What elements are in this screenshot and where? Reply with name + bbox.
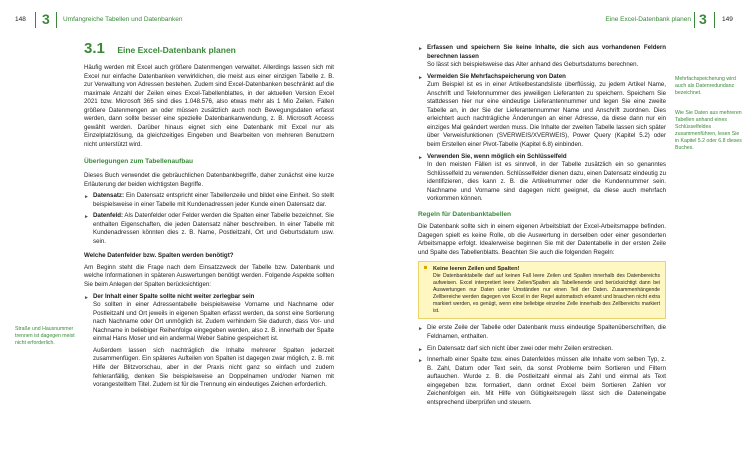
running-head-right: Eine Excel-Datenbank planen — [605, 16, 691, 23]
triangle-bullet-icon: ► — [418, 326, 423, 333]
list-item: ► Datensatz: Ein Datensatz entspricht einer Tabellenzeile und bildet eine Einheit. So stellt beispielsweise in einer Tabelle mit Kundenadressen jeder Kunde einen Datensatz dar. — [84, 192, 334, 208]
triangle-bullet-icon: ► — [418, 74, 423, 81]
header-divider — [56, 12, 57, 28]
running-head-left: Umfangreiche Tabellen und Datenbanken — [63, 16, 183, 23]
list-item: ► Ein Datensatz darf sich nicht über zwei oder mehr Zeilen erstrecken. — [418, 344, 614, 353]
list-item: ► Verwenden Sie, wenn möglich ein Schlüsselfeld In den meisten Fällen ist es sinnvoll, in der Tabelle zusätzlich ein so genanntes Schlüsselfeld zu verwenden. Schlüsselfelder dienen dazu, einen Datensatz eindeutig zu identifizieren, dies kann z. B. die Artikelnummer oder die Kundennummer sein. Nachname und Vorname sind dagegen nicht geeignet, da diese auch mehrfach vorkommen können. — [418, 152, 666, 203]
intro-paragraph: Häufig werden mit Excel auch größere Datenmengen verwaltet. Allerdings lassen sich mit Excel nur einfache Datenbanken verwirklichen, die meist aus einer einzigen Tabelle z. B. zur Verwaltung von Adressen bestehen. Zudem sind Excel-Datenbanken beschränkt auf die maximale Anzahl der Zeilen eines Excel-Tabellenblattes, in der aktuellen Version Excel 2021 bzw. Microsoft 365 sind dies 1.048.576, also etwas mehr als 1 Mio Zeilen. Fallen größere Datenmengen an oder müssen zusätzlich auch noch Bewegungsdaten erfasst werden, dann sollte besser eine spezielle Datenbankanwendung, z. B. Microsoft Access gewählt werden. Darüber hinaus eignet sich eine Datenbank mit Excel nur als Einzelplatzlösung, da gleichzeitiges Eingeben und Bearbeiten von mehreren Benutzern nicht unterstützt wird. — [84, 64, 334, 148]
triangle-bullet-icon: ► — [418, 46, 423, 52]
note-icon — [424, 266, 427, 269]
header-divider — [694, 12, 695, 28]
margin-note-right-redundancy: Mehrfachspeicherung wird auch als Datenredundanz bezeichnet. — [675, 76, 736, 96]
fields-paragraph: Am Beginn steht die Frage nach dem Einsatzzweck der Tabelle bzw. Datenbank und welche Informationen in späteren Auswertungen benötigt werden. Folgende Aspekte sollten Sie beim Anlegen der Spalten berücksichtigen: — [84, 263, 334, 289]
triangle-bullet-icon: ► — [84, 194, 89, 201]
margin-note-left: Straße und Hausnummer trennen ist dagegen meist nicht erforderlich. — [15, 326, 75, 346]
heading-table-structure: Überlegungen zum Tabellenaufbau — [84, 158, 194, 166]
page-number-left: 148 — [15, 16, 26, 23]
section-number: 3.1 — [84, 40, 105, 57]
list-item: ► Vermeiden Sie Mehrfachspeicherung von Daten Zum Beispiel ist es in einer Artikelbestandsliste überflüssig, zu jedem Artikel Name, Anschrift und Telefonnummer des jeweiligen Lieferanten zu speichern. Speichern Sie stattdessen hier nur eine eindeutige Lieferantennummer und legen Sie eine zweite Tabelle an, in der Sie der Lieferantennummer Name und Anschrift zuordnen. Dies erleichtert auch nachträgliche Änderungen an einer Adresse, da diese dann nur ein einziges Mal geändert werden muss. Die Inhalte der zweiten Tabelle lassen sich später über Verweisfunktionen (SVERWEIS/XVERWEIS), Power Query (Kapitel 5.2) oder beim Erstellen einer Pivot-Tabelle (Kapitel 6.8) einbinden. — [418, 72, 666, 149]
rules-paragraph: Die Datenbank sollte sich in einem eigenen Arbeitsblatt der Excel-Arbeitsmappe befinden. Dagegen spielt es keine Rolle, ob die Auswertung in derselben oder einer gesonderten Arbeitsmappe erfolgt. Idealerweise beginnen Sie mit der Datentabelle in der ersten Zeile und Spalte des Tabellenblatts. Beachten Sie auch die folgenden Regeln: — [418, 223, 666, 257]
list-item: ► Der Inhalt einer Spalte sollte nicht weiter zerlegbar sein So sollten in einer Adressentabelle beispielsweise Vorname und Nachname oder Postleitzahl und Ort jeweils in eigenen Spalten erfasst werden, da sonst eine Sortierung nach Nachname oder Ort unmöglich ist. Zudem verhindern Sie dadurch, dass Vor- und Nachname in beliebiger Reihenfolge eingegeben werden, also z. B. innerhalb der Spalte einmal Hans Moser und ein andermal Weber Sabine gespeichert ist. Außerdem lassen sich nachträglich die Inhalte mehrerer Spalten jederzeit zusammenfügen. Ein späteres Aufteilen von Spalten ist dagegen zwar möglich, z. B. mit Hilfe der Blitzvorschau, aber in der Praxis nicht ganz so einfach und zudem fehleranfällig, denken Sie beispielsweise an Doppelnamen und/oder Namen mit vorangestelltem Titel. Zudem ist für die Trennung ein eindeutiges Zeichen erforderlich. — [84, 292, 334, 389]
overview-paragraph: Dieses Buch verwendet die gebräuchlichen Datenbankbegriffe, daher zunächst eine kurze Erläuterung der beiden wichtigsten Begriffe. — [84, 172, 334, 188]
triangle-bullet-icon: ► — [418, 358, 423, 365]
chapter-number-right: 3 — [699, 11, 707, 27]
list-item: ► Datenfeld: Als Datenfelder oder Felder werden die Spalten einer Tabelle bezeichnet. Sie enthalten Eigenschaften, die jeden Datensatz näher beschreiben. In einer Tabelle mit Kundenadressen könnten dies z. B. Name, Postleitzahl, Ort und Geburtsdatum usw. sein. — [84, 212, 335, 245]
triangle-bullet-icon: ► — [84, 294, 89, 301]
heading-table-rules: Regeln für Datenbanktabellen — [418, 210, 512, 218]
note-text: Die Datenbanktabelle darf auf keinen Fall leere Zeilen und Spalten innerhalb des Datenbereichs aufweisen. Excel interpretiert leere Zeilen/Spalten als Tabellenende und berücksichtigt dann bei Auswertungen nur Daten unter Umständen nur einen Teil der Daten. Zusammenhängende Zellbereiche werden dagegen von Excel in der Regel automatisch erkannt und brauchen nicht extra markiert werden, es genügt, wenn eine beliebige einzelne Zelle innerhalb des Zellbereichs markiert ist. — [433, 273, 660, 315]
left-column — [84, 40, 334, 393]
list-item: ► Die erste Zeile der Tabelle oder Datenbank muss eindeutige Spaltenüberschriften, die Feldnamen, enthalten. — [418, 324, 666, 340]
right-column — [418, 44, 666, 410]
triangle-bullet-icon: ► — [418, 154, 423, 161]
margin-note-right-join: Wie Sie Daten aus mehreren Tabellen anhand eines Schlüsselfeldes zusammenführen, lesen Sie in Kapitel 5.2 oder 6.8 dieses Buches. — [675, 110, 742, 151]
page-number-right: 149 — [722, 16, 733, 23]
header-divider — [35, 12, 36, 28]
list-item: ► Innerhalb einer Spalte bzw. eines Datenfeldes müssen alle Inhalte vom selben Typ, z. B. Zahl, Datum oder Text sein, da sonst Probleme beim Sortieren und Filtern auftauchen. Wurde z. B. die Postleitzahl einmal als Zahl und einmal als Text eingegeben bzw. formatiert, dann ordnet Excel beim Sortieren Zahlen vor Zeichenfolgen ein. Mit Hilfe von Gültigkeitsregeln lässt sich die Dateneingabe entsprechend überprüfen und steuern. — [418, 356, 666, 406]
list-item: ► Erfassen und speichern Sie keine Inhalte, die sich aus vorhandenen Feldern berechnen lassen So lässt sich beispielsweise das Alter anhand des Geburtsdatums berechnen. — [418, 44, 666, 69]
triangle-bullet-icon: ► — [84, 214, 89, 221]
heading-required-fields: Welche Datenfelder bzw. Spalten werden benötigt? — [84, 252, 234, 260]
section-title: Eine Excel-Datenbank planen — [117, 45, 236, 55]
chapter-number-left: 3 — [42, 11, 50, 27]
header-divider — [714, 12, 715, 28]
note-box: Keine leeren Zeilen und Spalten! Die Datenbanktabelle darf auf keinen Fall leere Zeilen und Spalten innerhalb des Datenbereichs aufweisen. Excel interpretiert leere Zeilen/Spalten als Tabellenende und berücksichtigt dann bei Auswertungen nur Daten unter Umständen nur einen Teil der Daten. Zusammenhängende Zellbereiche werden dagegen von Excel in der Regel automatisch erkannt und brauchen nicht extra markiert werden, es genügt, wenn eine beliebige einzelne Zelle innerhalb des Zellbereichs markiert ist. — [418, 261, 666, 320]
triangle-bullet-icon: ► — [418, 346, 423, 353]
